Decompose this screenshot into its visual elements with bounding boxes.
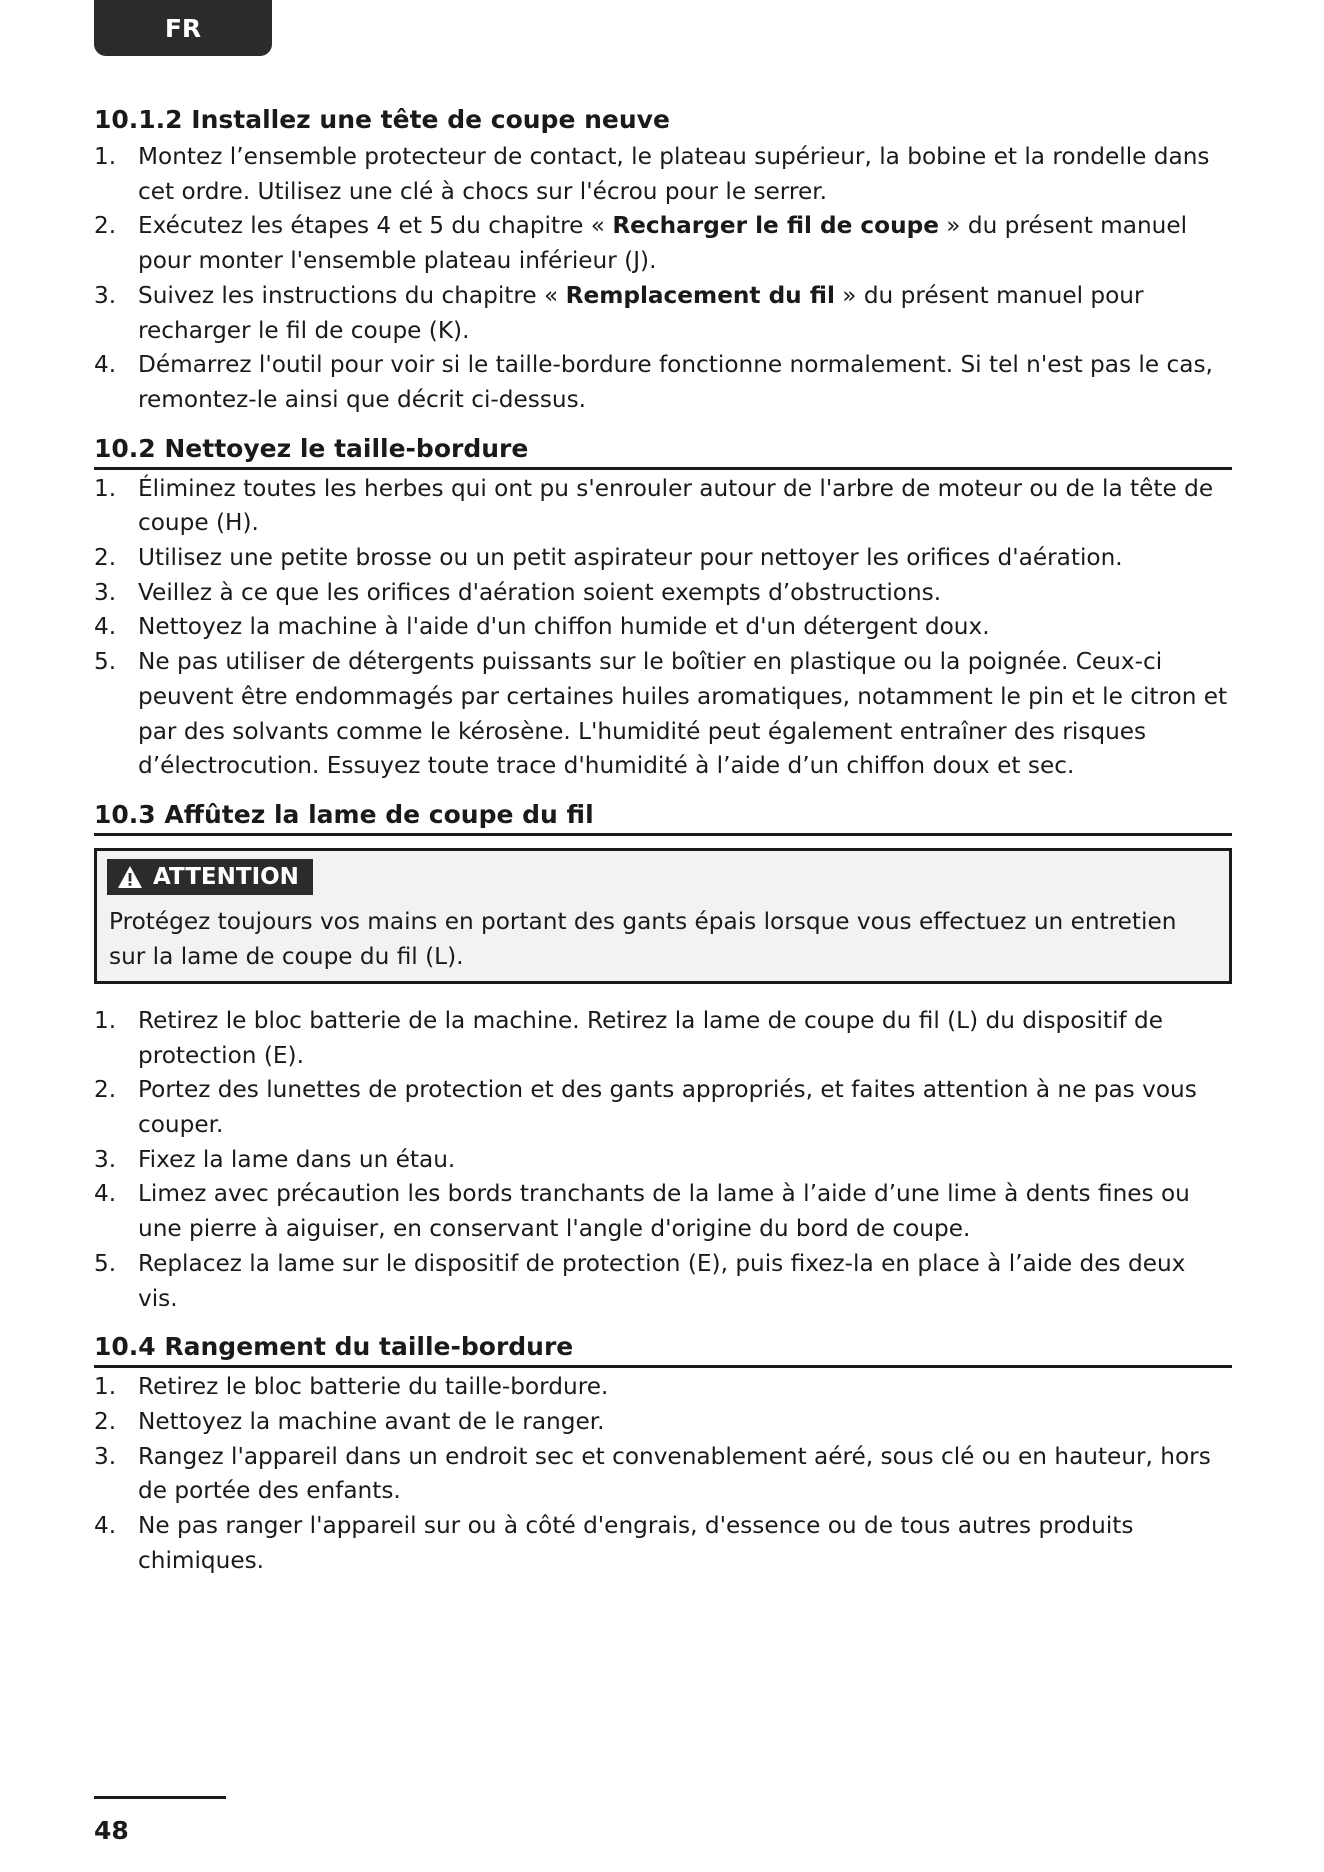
step-number: 3. [94, 1442, 117, 1470]
section-title-10-2: 10.2 Nettoyez le taille-bordure [94, 432, 1232, 470]
list-item [94, 576, 1232, 611]
step-text-part: Démarrez l'outil pour voir si le taille-bordure fonctionne normalement. Si tel n'est pas le cas, remontez-le ainsi que décrit ci-dessus. [138, 351, 1213, 413]
step-number: 2. [94, 544, 117, 572]
step-text [138, 351, 1213, 413]
step-text-part: Veillez à ce que les orifices d'aération soient exempts d’obstructions. [138, 578, 942, 606]
step-text [138, 143, 1210, 205]
steps-list-10-4 [94, 1370, 1232, 1578]
warning-triangle-icon [117, 865, 143, 889]
step-number: 4. [94, 351, 117, 379]
section-title-10-3: 10.3 Affûtez la lame de coupe du fil [94, 798, 1232, 836]
step-text-bold: Remplacement du fil [565, 281, 835, 309]
step-number: 5. [94, 648, 117, 676]
step-text [138, 1146, 455, 1173]
attention-badge [107, 859, 313, 895]
steps-list-10-1-2 [94, 140, 1232, 418]
step-number: 1. [94, 1006, 117, 1034]
step-number: 1. [94, 143, 117, 170]
list-item [94, 1405, 1232, 1440]
step-text-part: Ne pas ranger l'appareil sur ou à côté d'engrais, d'essence ou de tous autres produits chimiques. [138, 1512, 1134, 1574]
step-number: 4. [94, 613, 117, 641]
list-item [94, 1177, 1232, 1246]
step-text [138, 1250, 1185, 1312]
step-text [138, 1180, 1190, 1242]
steps-list-10-2 [94, 472, 1232, 784]
list-item [94, 1370, 1232, 1405]
list-item [94, 541, 1232, 576]
section-title-10-4: 10.4 Rangement du taille-bordure [94, 1330, 1232, 1368]
step-text-part: Portez des lunettes de protection et des gants appropriés, et faites attention à ne pas vous couper. [138, 1076, 1197, 1139]
page-number: 48 [94, 1816, 129, 1845]
section-title-10-1-2: 10.1.2 Installez une tête de coupe neuve [94, 105, 670, 134]
step-number: 3. [94, 578, 117, 606]
step-number: 4. [94, 1512, 117, 1540]
page-content [94, 102, 1232, 1579]
step-text [138, 475, 1213, 537]
list-item [94, 1004, 1232, 1073]
list-item [94, 610, 1232, 645]
step-text-part: Nettoyez la machine à l'aide d'un chiffon humide et d'un détergent doux. [138, 613, 990, 641]
step-number: 4. [94, 1180, 117, 1208]
step-text-part: Replacez la lame sur le dispositif de protection (E), puis fixez-la en place à l’aide des deux vis. [138, 1249, 1186, 1312]
list-item [94, 140, 1232, 209]
step-text-part: » du présent manuel pour recharger le fil de coupe (K). [138, 281, 1144, 344]
step-text [138, 1076, 1197, 1138]
list-item [94, 1143, 1232, 1178]
step-text [138, 282, 1144, 344]
list-item [94, 279, 1232, 348]
step-text-part: Éliminez toutes les herbes qui ont pu s'enrouler autour de l'arbre de moteur ou de la tête de coupe (H). [138, 474, 1214, 537]
step-text [138, 544, 1123, 571]
step-text [138, 1443, 1211, 1505]
step-text [138, 1007, 1163, 1069]
step-text-part: Rangez l'appareil dans un endroit sec et convenablement aéré, sous clé ou en hauteur, hors de portée des enfants. [138, 1442, 1211, 1505]
step-number: 2. [94, 212, 117, 240]
step-text-part: Limez avec précaution les bords tranchants de la lame à l’aide d’une lime à dents fines ou une pierre à aiguiser, en conservant l'angle d'origine du bord de coupe. [138, 1180, 1190, 1243]
attention-label: ATTENTION [153, 863, 299, 890]
step-text-part: Retirez le bloc batterie de la machine. Retirez la lame de coupe du fil (L) du dispositif de protection (E). [138, 1006, 1164, 1069]
language-tab [94, 0, 272, 56]
step-text [138, 1512, 1133, 1574]
list-item [94, 1509, 1232, 1578]
step-text-part: Retirez le bloc batterie du taille-bordure. [138, 1373, 609, 1401]
step-text [138, 1408, 604, 1435]
language-tab-label: FR [164, 13, 202, 43]
attention-message: Protégez toujours vos mains en portant des gants épais lorsque vous effectuez un entretien sur la lame de coupe du fil (L). [109, 907, 1177, 970]
list-item [94, 348, 1232, 417]
step-number: 2. [94, 1076, 117, 1104]
list-item [94, 645, 1232, 784]
step-text [138, 1373, 608, 1400]
step-number: 1. [94, 1373, 117, 1401]
steps-list-10-3 [94, 1004, 1232, 1316]
step-number: 1. [94, 474, 117, 502]
step-number: 2. [94, 1407, 117, 1435]
step-text [138, 648, 1227, 779]
footer-rule [94, 1796, 226, 1799]
step-text-bold: Recharger le fil de coupe [612, 212, 939, 240]
list-item [94, 472, 1232, 541]
step-text-part: Montez l’ensemble protecteur de contact, le plateau supérieur, la bobine et la rondelle dans cet ordre. Utilisez une clé à chocs sur l'écrou pour le serrer. [138, 143, 1210, 205]
attention-box [94, 848, 1232, 984]
step-number: 3. [94, 281, 117, 309]
step-text [138, 613, 990, 640]
list-item [94, 1073, 1232, 1142]
list-item [94, 1440, 1232, 1509]
step-text-part: » du présent manuel pour monter l'ensemble plateau inférieur (J). [138, 212, 1188, 275]
step-text-part: Ne pas utiliser de détergents puissants sur le boîtier en plastique ou la poignée. Ceux-ci peuvent être endommagés par certaines huiles aromatiques, notamment le pin et le citron et par des solvants comme le kérosène. L'humidité peut également entraîner des risques d’électrocution. Essuyez toute trace d'humidité à l’aide d’un chiffon doux et sec. [138, 648, 1228, 780]
step-text-part: Exécutez les étapes 4 et 5 du chapitre « [138, 212, 613, 240]
step-text-part: Nettoyez la machine avant de le ranger. [138, 1407, 605, 1435]
step-number: 3. [94, 1145, 117, 1173]
list-item [94, 1247, 1232, 1316]
step-text-part: Fixez la lame dans un étau. [138, 1145, 456, 1173]
step-number: 5. [94, 1249, 117, 1277]
step-text [138, 212, 1187, 274]
step-text-part: Suivez les instructions du chapitre « [138, 281, 566, 309]
list-item [94, 209, 1232, 278]
step-text [138, 579, 941, 606]
step-text-part: Utilisez une petite brosse ou un petit aspirateur pour nettoyer les orifices d'aération. [138, 544, 1123, 572]
